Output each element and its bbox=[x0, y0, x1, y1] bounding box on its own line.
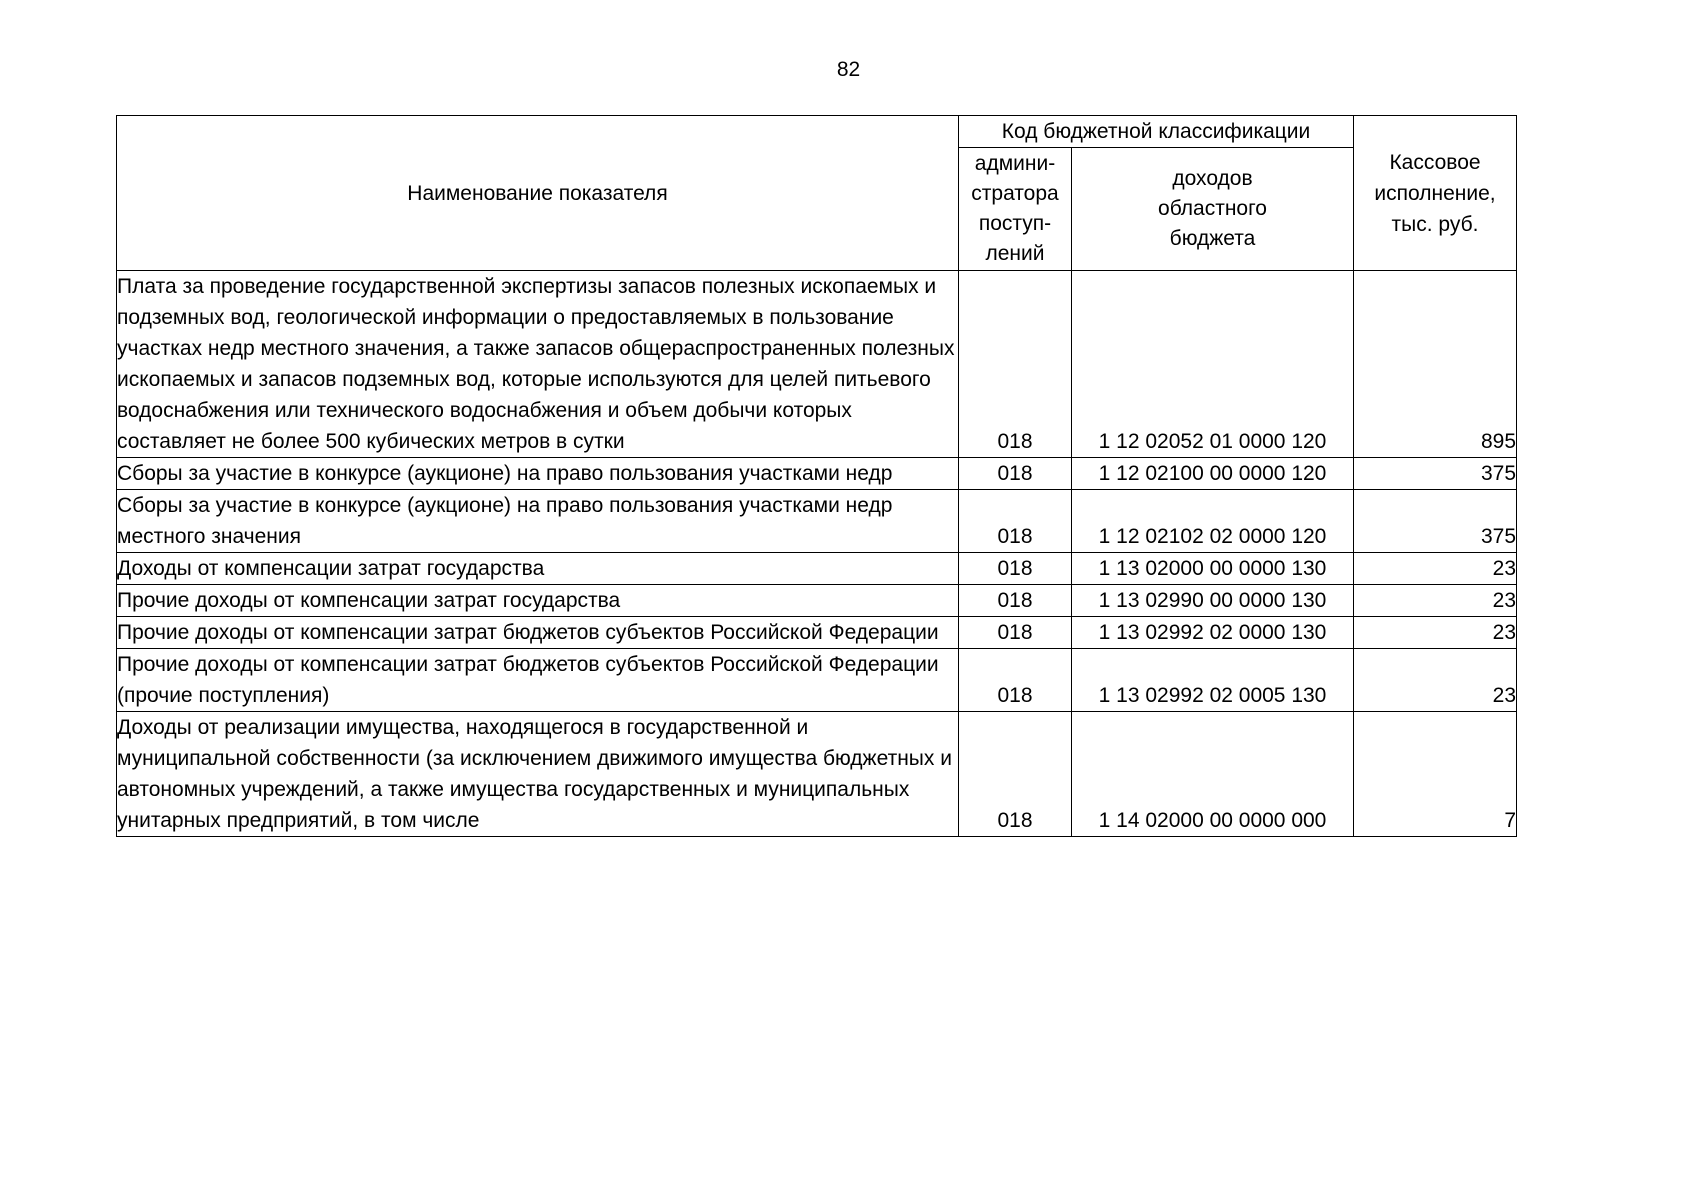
row-name: Плата за проведение государственной экспертизы запасов полезных ископаемых и подземных вод, геологической информации о предоставляемых в пользование участках недр местного значения, а также запасов общераспространенных полезных ископаемых и запасов подземных вод, которые используются для целей питьевого водоснабжения или технического водоснабжения и объем добычи которых составляет не более 500 кубических метров в сутки bbox=[117, 271, 959, 458]
row-admin-code: 018 bbox=[959, 458, 1072, 490]
header-regional-income bbox=[1072, 148, 1354, 271]
row-amount: 23 bbox=[1354, 553, 1517, 585]
row-amount: 7 bbox=[1354, 712, 1517, 837]
table-row bbox=[117, 617, 1517, 649]
table-row bbox=[117, 649, 1517, 712]
row-amount: 375 bbox=[1354, 458, 1517, 490]
row-admin-code: 018 bbox=[959, 553, 1072, 585]
row-name: Прочие доходы от компенсации затрат бюджетов субъектов Российской Федерации (прочие поступления) bbox=[117, 649, 959, 712]
header-administrator bbox=[959, 148, 1072, 271]
header-cash-execution bbox=[1354, 116, 1517, 271]
row-amount: 23 bbox=[1354, 649, 1517, 712]
header-cash-execution-text: Кассовое исполнение, тыс. руб. bbox=[1374, 150, 1496, 236]
row-name: Сборы за участие в конкурсе (аукционе) на право пользования участками недр местного значения bbox=[117, 490, 959, 553]
row-amount: 895 bbox=[1354, 271, 1517, 458]
row-income-code: 1 13 02992 02 0000 130 bbox=[1072, 617, 1354, 649]
table-row bbox=[117, 712, 1517, 837]
row-admin-code: 018 bbox=[959, 585, 1072, 617]
row-name: Прочие доходы от компенсации затрат бюджетов субъектов Российской Федерации bbox=[117, 617, 959, 649]
row-admin-code: 018 bbox=[959, 617, 1072, 649]
row-name: Сборы за участие в конкурсе (аукционе) на право пользования участками недр bbox=[117, 458, 959, 490]
table-row bbox=[117, 553, 1517, 585]
row-admin-code: 018 bbox=[959, 712, 1072, 837]
budget-table bbox=[116, 115, 1517, 837]
row-admin-code: 018 bbox=[959, 271, 1072, 458]
row-name: Доходы от компенсации затрат государства bbox=[117, 553, 959, 585]
table-row bbox=[117, 271, 1517, 458]
row-admin-code: 018 bbox=[959, 490, 1072, 553]
header-regional-income-text: доходов областного бюджета bbox=[1158, 167, 1267, 250]
row-name: Прочие доходы от компенсации затрат государства bbox=[117, 585, 959, 617]
header-classification-code: Код бюджетной классификации bbox=[959, 116, 1354, 148]
header-indicator-name: Наименование показателя bbox=[117, 116, 959, 271]
page-number: 82 bbox=[836, 58, 861, 81]
row-income-code: 1 12 02052 01 0000 120 bbox=[1072, 271, 1354, 458]
row-amount: 23 bbox=[1354, 617, 1517, 649]
row-income-code: 1 12 02100 00 0000 120 bbox=[1072, 458, 1354, 490]
row-amount: 375 bbox=[1354, 490, 1517, 553]
table-row bbox=[117, 585, 1517, 617]
row-income-code: 1 13 02990 00 0000 130 bbox=[1072, 585, 1354, 617]
table-row bbox=[117, 458, 1517, 490]
row-name: Доходы от реализации имущества, находящегося в государственной и муниципальной собственности (за исключением движимого имущества бюджетных и автономных учреждений, а также имущества государственных и муниципальных унитарных предприятий, в том числе bbox=[117, 712, 959, 837]
row-admin-code: 018 bbox=[959, 649, 1072, 712]
header-administrator-text: админи- стратора поступ- лений bbox=[971, 152, 1059, 265]
row-income-code: 1 12 02102 02 0000 120 bbox=[1072, 490, 1354, 553]
row-income-code: 1 13 02000 00 0000 130 bbox=[1072, 553, 1354, 585]
row-income-code: 1 13 02992 02 0005 130 bbox=[1072, 649, 1354, 712]
row-income-code: 1 14 02000 00 0000 000 bbox=[1072, 712, 1354, 837]
row-amount: 23 bbox=[1354, 585, 1517, 617]
table-row bbox=[117, 490, 1517, 553]
